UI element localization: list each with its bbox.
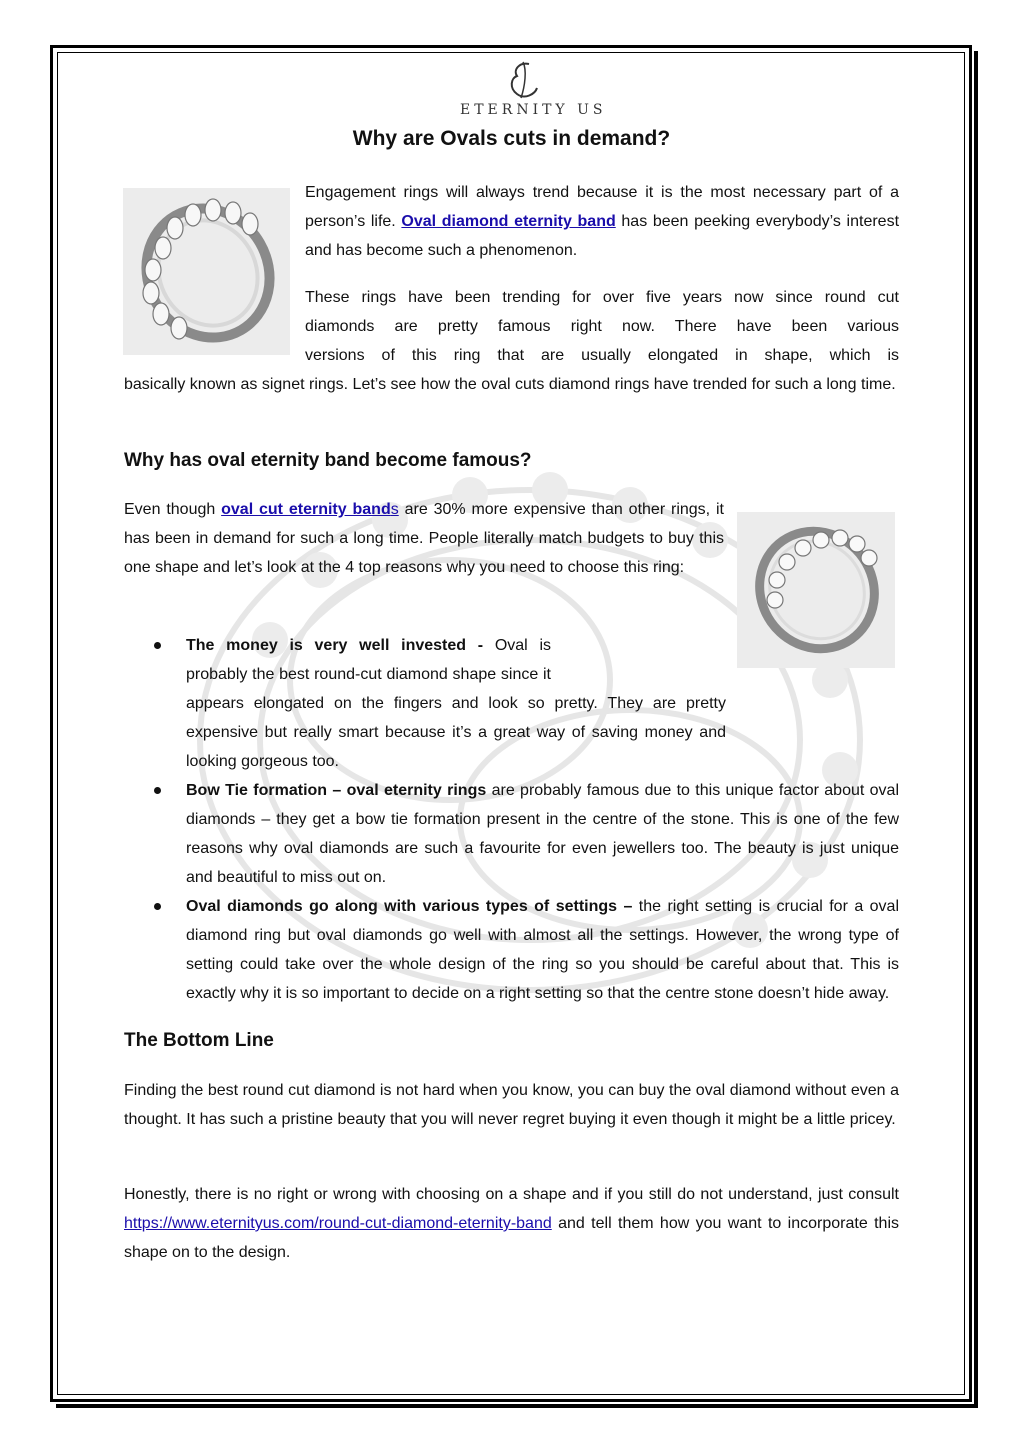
intro-paragraph-1 (305, 178, 899, 265)
bottom-line-p2-text: Honestly, there is no right or wrong with choosing on a shape and if you still do not understand, just consult (124, 1186, 899, 1203)
intro-paragraph-2-rest: basically known as signet rings. Let’s see how the oval cuts diamond rings have trended for such a long time. (124, 376, 896, 393)
oval-cut-eternity-bands-link-tail[interactable]: s (390, 501, 399, 518)
section2-text-before: Even though (124, 501, 222, 518)
list-item (154, 892, 899, 1008)
section2-paragraph (124, 495, 724, 582)
oval-cut-eternity-bands-link[interactable]: oval cut eternity band (221, 501, 391, 518)
bullet-3-bold: Oval diamonds go along with various types of settings – (186, 898, 633, 915)
bullet-3-text: the right setting is crucial for a oval diamond ring but oval diamonds go well with almost all the settings. However, the wrong type of setting could take over the whole design of the ring so you should be careful about that. This is exactly why it is so important to decide on a right setting so that the centre stone doesn’t hide away. (186, 898, 900, 1002)
bullet-icon (154, 787, 161, 794)
round-cut-eternity-band-url-link[interactable]: https://www.eternityus.com/round-cut-diamond-eternity-band (124, 1215, 552, 1232)
reasons-list (154, 631, 899, 1008)
bottom-line-paragraph-1: Finding the best round cut diamond is not hard when you know, you can buy the oval diamond without even a thought. It has such a pristine beauty that you will never regret buying it even though it might be a little pricey. (124, 1082, 899, 1128)
oval-ring-image (123, 188, 290, 355)
bottom-line-paragraph-2 (124, 1180, 899, 1267)
list-item (154, 631, 726, 776)
bullet-2-text: are probably famous due to this unique factor about oval diamonds – they get a bow tie formation present in the centre of the stone. This is one of the few reasons why oval diamonds are such a favourite for even jewellers too. The beauty is just unique and beautiful to miss out on. (186, 782, 900, 886)
intro-paragraph-2-line-1: These rings have been trending for over five years now since round cut (305, 289, 899, 306)
section2-text-after: are 30% more expensive than other rings, it has been in demand for such a long time. People literally match budgets to buy this one shape and let’s look at the 4 top reasons why you need to choose this ring: (124, 501, 724, 576)
oval-diamond-eternity-band-link[interactable]: Oval diamond eternity band (401, 213, 616, 230)
intro-p1-text-after: has been peeking everybody’s interest and has become such a phenomenon. (305, 213, 900, 259)
intro-paragraph-2-line-2: diamonds are pretty famous right now. There have been various (305, 318, 899, 335)
eternity-us-logo-icon (503, 58, 547, 102)
image-wrap-spacer (551, 631, 726, 689)
bottom-line-p2-text-after: and tell them how you want to incorporate this shape on to the design. (124, 1215, 899, 1261)
intro-p1-text: Engagement rings will always trend because it is the most necessary part of a person’s life. (305, 184, 899, 230)
list-item (154, 776, 899, 892)
bullet-1-bold: The money is very well invested - (186, 637, 484, 654)
brand-logo (460, 58, 607, 118)
section-heading-bottom-line: The Bottom Line (124, 1030, 274, 1051)
bullet-icon (154, 642, 161, 649)
intro-paragraph-2-line-3: versions of this ring that are usually elongated in shape, which is (305, 347, 899, 364)
page-title: Why are Ovals cuts in demand? (352, 127, 671, 150)
brand-name: ETERNITY US (460, 102, 607, 118)
bullet-icon (154, 903, 161, 910)
section-heading-famous: Why has oval eternity band become famous? (124, 450, 532, 471)
bullet-2-bold: Bow Tie formation – oval eternity rings (186, 782, 487, 799)
bullet-1-text: Oval is probably the best round-cut diamond shape since it appears elongated on the fingers and look so pretty. They are pretty expensive but really smart because it’s a great way of saving money and looking gorgeous too. (186, 637, 726, 770)
